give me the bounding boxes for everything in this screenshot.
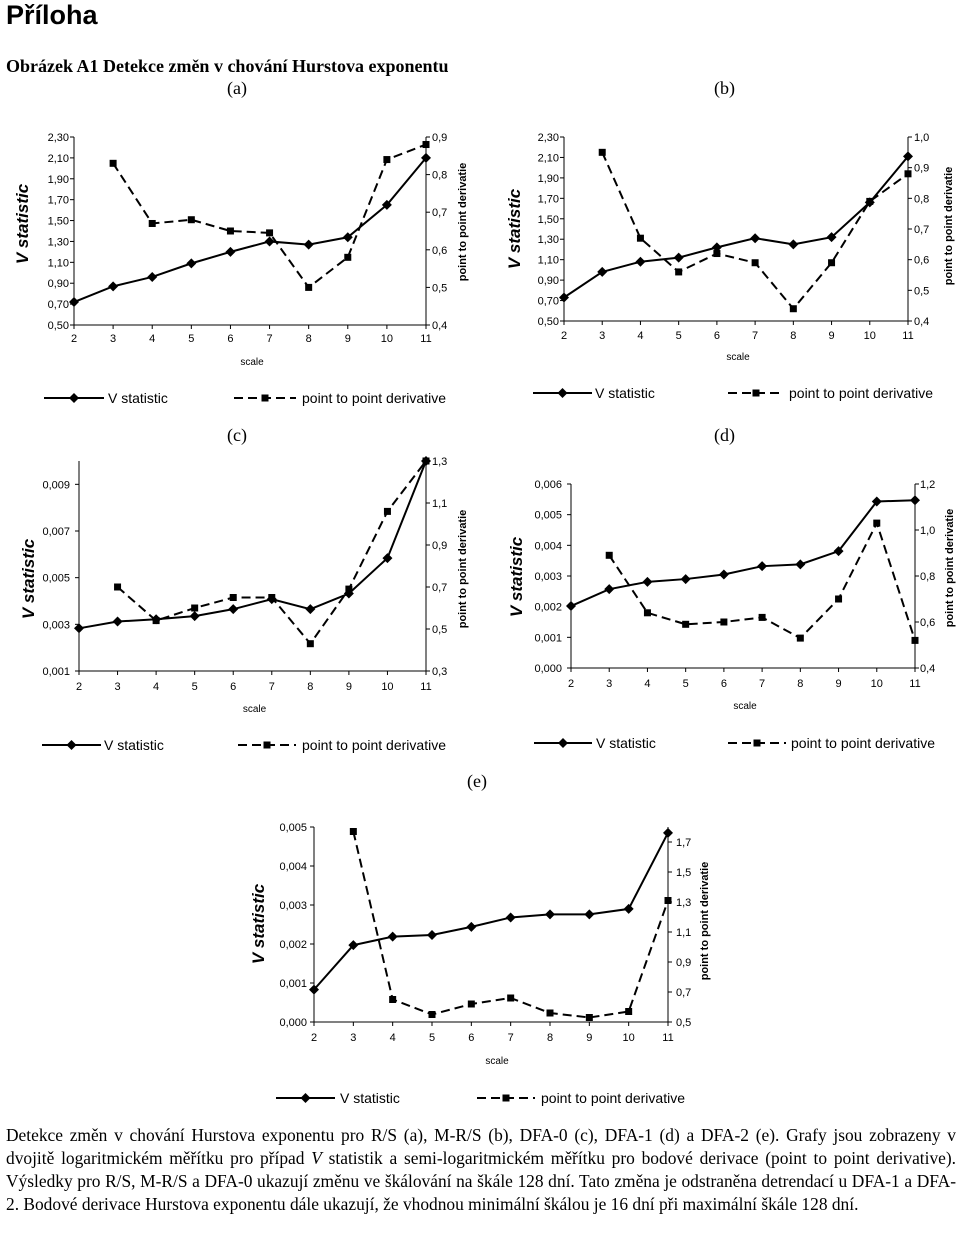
y-left-tick-label: 0,005 (534, 509, 562, 522)
x-tick-label: 9 (835, 678, 842, 690)
y-left-tick-label: 0,001 (279, 978, 307, 990)
y-right-tick-label: 0,8 (920, 571, 936, 583)
figure-caption (6, 1124, 956, 1216)
y-right-tick-label: 0,9 (914, 162, 930, 175)
panel-label-a: (a) (227, 78, 247, 98)
caption-part-2: V (311, 1148, 322, 1168)
y-left-tick-label: 1,50 (537, 213, 559, 226)
x-tick-label: 9 (344, 333, 351, 345)
x-tick-label: 3 (350, 1032, 357, 1044)
y-left-tick-label: 1,70 (47, 194, 69, 207)
panel-label-b: (b) (714, 78, 735, 98)
x-tick-label: 6 (227, 333, 234, 345)
y-left-axis-title: V statistic (13, 183, 32, 265)
x-tick-label: 3 (599, 330, 606, 342)
y-right-tick-label: 0,6 (920, 617, 936, 629)
x-tick-label: 10 (870, 678, 883, 690)
derivative-point (547, 1010, 554, 1017)
legend-v-statistic-label: V statistic (596, 735, 656, 751)
x-tick-label: 11 (420, 333, 432, 345)
x-tick-label: 6 (468, 1032, 475, 1044)
caption-part-1: Detekce změn v chování Hurstova exponentu pro R/S (a), M-R/S (b), DFA-0 (c), DFA-1 (d) a DFA-2 (e). Grafy jsou zobrazeny v dvojitě logaritmickém měřítku pro případ (6, 1125, 956, 1168)
y-left-tick-label: 0,004 (534, 540, 562, 553)
y-left-tick-label: 0,005 (42, 572, 70, 585)
caption-part-3: statistik a semi-logaritmickém měřítku pro bodové derivace (point to point derivative). Výsledky pro R/S, M-R/S a DFA-0 ukazují změnu ve škálování na škále 128 dní. Tato změna je odstraněna detrendací u DFA-1 a DFA-2. Bodové derivace Hurstova exponentu dále ukazují, že vhodnou minimální škálou je 16 dní při maximální škále 128 dní. (6, 1148, 957, 1214)
x-tick-label: 6 (720, 678, 727, 690)
y-right-tick-label: 0,6 (914, 254, 930, 267)
x-tick-label: 9 (345, 681, 352, 693)
y-right-tick-label: 0,9 (432, 132, 448, 144)
y-left-tick-label: 1,90 (537, 172, 559, 185)
y-left-tick-label: 0,90 (537, 275, 559, 288)
v-statistic-point (506, 912, 516, 922)
y-left-tick-label: 0,003 (534, 571, 562, 583)
x-tick-label: 11 (902, 330, 914, 342)
panel-label-c: (c) (227, 425, 247, 445)
legend-derivative-label: point to point derivative (789, 385, 933, 401)
x-tick-label: 4 (644, 678, 651, 690)
y-left-tick-label: 0,000 (279, 1017, 307, 1029)
legend-derivative-label: point to point derivative (302, 390, 446, 406)
y-left-tick-label: 0,001 (534, 632, 562, 645)
y-left-tick-label: 0,70 (47, 299, 69, 312)
x-axis-title: scale (726, 352, 750, 363)
y-left-axis-title: V statistic (249, 883, 268, 965)
x-tick-label: 6 (713, 330, 720, 342)
legend-v-statistic-marker (301, 1093, 311, 1103)
y-left-tick-label: 0,50 (537, 316, 559, 328)
x-tick-label: 9 (828, 330, 835, 342)
y-left-tick-label: 1,30 (47, 236, 69, 249)
y-left-tick-label: 2,30 (537, 132, 559, 144)
y-left-tick-label: 0,003 (42, 619, 70, 632)
panel-label-e: (e) (467, 771, 487, 791)
y-left-tick-label: 1,30 (537, 234, 559, 247)
y-left-axis-title: V statistic (507, 536, 526, 618)
x-tick-label: 11 (662, 1032, 674, 1044)
x-tick-label: 8 (546, 1032, 554, 1044)
x-tick-label: 4 (637, 330, 644, 342)
derivative-point (665, 897, 672, 904)
y-right-tick-label: 0,3 (432, 666, 448, 678)
y-right-tick-label: 0,4 (920, 663, 936, 675)
x-axis-title: scale (485, 1056, 509, 1067)
y-left-tick-label: 1,10 (537, 254, 559, 267)
x-tick-label: 2 (310, 1032, 318, 1044)
v-statistic-line (314, 833, 668, 990)
page-heading: Příloha (6, 0, 98, 30)
y-left-tick-label: 2,10 (47, 152, 69, 165)
legend-derivative-marker (503, 1095, 510, 1102)
figure-title: Obrázek A1 Detekce změn v chování Hurstova exponentu (6, 56, 449, 76)
y-right-tick-label: 0,7 (432, 207, 448, 220)
y-right-tick-label: 0,8 (914, 193, 930, 206)
y-left-tick-label: 0,50 (47, 320, 69, 332)
derivative-line (353, 832, 668, 1018)
legend-v-statistic-label: V statistic (108, 390, 168, 406)
x-tick-label: 3 (110, 333, 117, 345)
y-left-tick-label: 2,10 (537, 152, 559, 165)
y-right-axis-title: point to point derivatie (457, 509, 469, 629)
y-right-tick-label: 1,0 (920, 525, 936, 537)
x-tick-label: 5 (675, 330, 682, 342)
y-right-tick-label: 0,5 (914, 285, 930, 298)
y-right-tick-label: 1,2 (920, 479, 936, 491)
y-left-tick-label: 2,30 (47, 132, 69, 144)
v-statistic-point (663, 828, 673, 838)
y-right-tick-label: 0,6 (432, 244, 448, 257)
x-axis-title: scale (242, 704, 267, 715)
x-tick-label: 7 (266, 333, 273, 345)
derivative-point (389, 996, 396, 1003)
x-tick-label: 10 (622, 1032, 635, 1044)
y-left-tick-label: 0,001 (42, 666, 70, 678)
derivative-point (350, 828, 357, 835)
derivative-point (586, 1014, 593, 1021)
y-left-tick-label: 0,70 (537, 295, 559, 308)
x-tick-label: 2 (567, 678, 575, 690)
y-right-tick-label: 0,7 (676, 987, 692, 999)
x-tick-label: 5 (191, 681, 198, 693)
y-right-tick-label: 0,4 (432, 320, 448, 332)
y-right-tick-label: 0,9 (432, 540, 448, 552)
y-left-tick-label: 0,002 (279, 939, 307, 951)
x-tick-label: 8 (797, 678, 804, 690)
legend-v-statistic-label: V statistic (340, 1090, 400, 1106)
y-left-tick-label: 0,003 (279, 900, 307, 912)
legend-derivative-label: point to point derivative (541, 1090, 685, 1106)
y-right-tick-label: 0,5 (432, 282, 448, 295)
derivative-point (429, 1011, 436, 1018)
x-tick-label: 11 (420, 681, 432, 693)
x-tick-label: 11 (909, 678, 921, 690)
x-tick-label: 8 (305, 333, 312, 345)
x-tick-label: 5 (682, 678, 689, 690)
x-tick-label: 10 (380, 333, 394, 345)
derivative-point (468, 1001, 475, 1008)
y-left-tick-label: 0,000 (534, 663, 562, 675)
legend-v-statistic-label: V statistic (104, 737, 164, 753)
y-left-tick-label: 0,004 (279, 861, 307, 873)
x-tick-label: 8 (790, 330, 797, 342)
v-statistic-point (427, 930, 437, 940)
x-tick-label: 10 (863, 330, 876, 342)
y-right-axis-title: point to point derivatie (457, 162, 469, 282)
y-left-axis-title: V statistic (19, 538, 38, 620)
v-statistic-point (388, 932, 398, 942)
derivative-point (625, 1008, 632, 1015)
x-tick-label: 7 (507, 1032, 514, 1044)
legend-v-statistic-label: V statistic (595, 385, 655, 401)
x-tick-label: 9 (586, 1032, 593, 1044)
v-statistic-point (624, 904, 634, 914)
y-right-tick-label: 0,5 (676, 1017, 692, 1029)
x-tick-label: 4 (153, 681, 160, 693)
y-left-tick-label: 1,10 (47, 257, 69, 270)
x-tick-label: 4 (389, 1032, 396, 1044)
x-tick-label: 2 (75, 681, 83, 693)
y-left-tick-label: 0,90 (47, 278, 69, 291)
y-left-tick-label: 0,005 (279, 822, 307, 834)
x-tick-label: 6 (230, 681, 237, 693)
x-axis-title: scale (733, 701, 757, 712)
x-tick-label: 7 (752, 330, 759, 342)
y-right-tick-label: 0,4 (914, 316, 930, 328)
y-left-tick-label: 1,90 (47, 173, 69, 186)
y-left-tick-label: 0,006 (534, 479, 562, 491)
x-axis-title: scale (240, 357, 264, 368)
v-statistic-point (584, 909, 594, 919)
y-left-tick-label: 1,70 (537, 193, 559, 206)
y-right-axis-title: point to point derivatie (699, 861, 711, 981)
y-right-axis-title: point to point derivatie (943, 166, 955, 286)
x-tick-label: 10 (381, 681, 394, 693)
x-tick-label: 2 (70, 333, 78, 345)
y-right-tick-label: 1,5 (676, 867, 692, 879)
x-tick-label: 3 (606, 678, 613, 690)
y-right-tick-label: 0,7 (432, 582, 448, 594)
legend-derivative-label: point to point derivative (302, 737, 446, 753)
y-right-tick-label: 1,3 (676, 897, 692, 909)
y-right-tick-label: 1,1 (432, 498, 448, 510)
y-right-tick-label: 0,8 (432, 169, 448, 182)
legend-derivative-label: point to point derivative (791, 735, 935, 751)
y-right-tick-label: 1,3 (432, 456, 448, 468)
y-right-tick-label: 1,1 (676, 927, 692, 939)
y-right-axis-title: point to point derivatie (944, 508, 956, 628)
y-right-tick-label: 0,7 (914, 224, 930, 236)
panel-label-d: (d) (714, 425, 735, 445)
x-tick-label: 7 (759, 678, 766, 690)
y-left-tick-label: 0,007 (42, 526, 70, 538)
v-statistic-point (545, 909, 555, 919)
y-left-tick-label: 1,50 (47, 215, 69, 228)
y-right-tick-label: 1,7 (676, 837, 692, 849)
y-right-tick-label: 0,5 (432, 624, 448, 636)
derivative-point (507, 995, 514, 1002)
x-tick-label: 5 (188, 333, 195, 345)
y-left-tick-label: 0,002 (534, 601, 562, 614)
y-left-tick-label: 0,009 (42, 479, 70, 492)
y-left-axis-title: V statistic (505, 188, 524, 270)
x-tick-label: 3 (114, 681, 121, 693)
v-statistic-point (466, 922, 476, 932)
x-tick-label: 7 (268, 681, 275, 693)
x-tick-label: 8 (307, 681, 314, 693)
y-right-tick-label: 0,9 (676, 957, 692, 969)
y-right-tick-label: 1,0 (914, 132, 930, 144)
x-tick-label: 4 (149, 333, 156, 345)
x-tick-label: 2 (560, 330, 568, 342)
x-tick-label: 5 (428, 1032, 436, 1044)
